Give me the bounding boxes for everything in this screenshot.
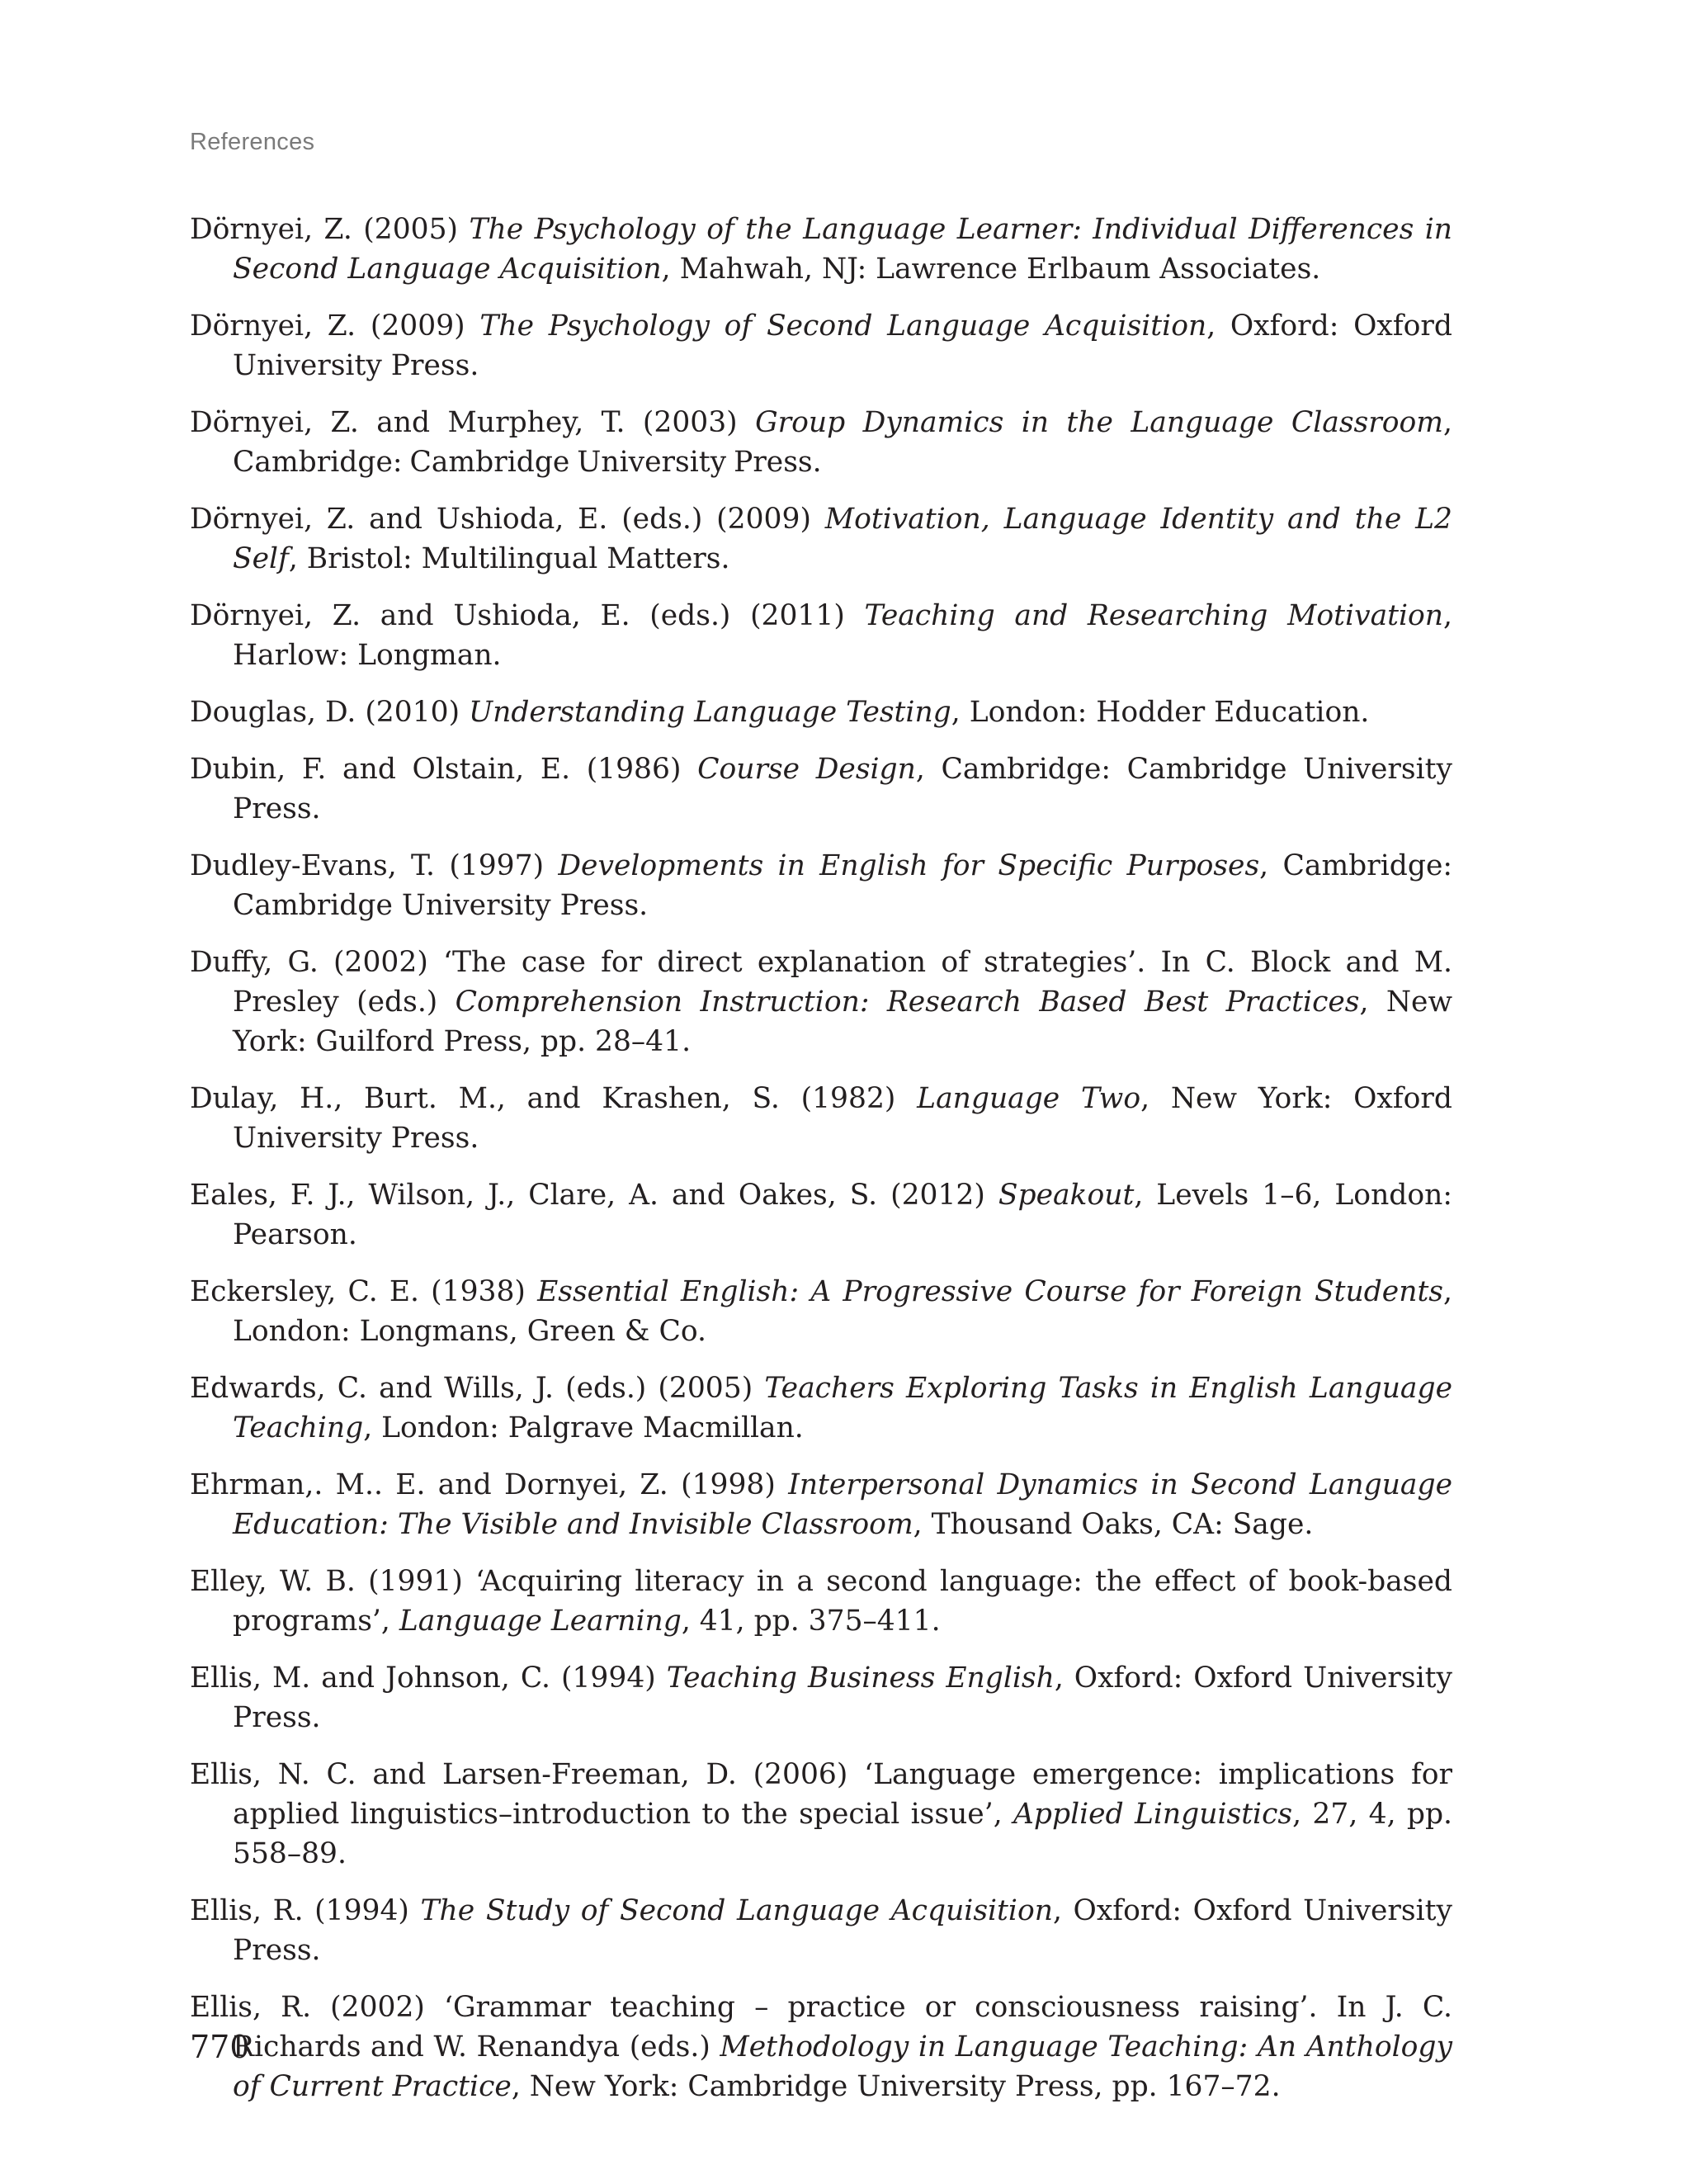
reference-authors-year: Ellis, N. C. and Larsen-Freeman, D. (2006) ‘Language emergence: implications for applied linguistics–introduction to the special issue’, xyxy=(190,1758,1452,1831)
reference-title: Language Learning xyxy=(399,1605,682,1638)
reference-authors-year: Dulay, H., Burt. M., and Krashen, S. (1982) xyxy=(190,1082,918,1115)
reference-publisher: , Cambridge: Cambridge University Press. xyxy=(233,406,1452,479)
reference-entry xyxy=(190,1988,1452,2106)
reference-entry xyxy=(190,1755,1452,1874)
reference-authors-year: Edwards, C. and Wills, J. (eds.) (2005) xyxy=(190,1372,765,1405)
reference-title: Language Two xyxy=(917,1082,1141,1115)
reference-title: Methodology in Language Teaching: An Anthology of Current Practice xyxy=(233,2030,1452,2103)
reference-authors-year: Dörnyei, Z. and Murphey, T. (2003) xyxy=(190,406,756,439)
reference-authors-year: Ellis, M. and Johnson, C. (1994) xyxy=(190,1662,667,1695)
reference-entry xyxy=(190,306,1452,385)
reference-publisher: , 41, pp. 375–411. xyxy=(681,1605,941,1638)
reference-title: Course Design xyxy=(697,753,916,786)
reference-entry xyxy=(190,943,1452,1061)
reference-publisher: , London: Longmans, Green & Co. xyxy=(233,1275,1452,1348)
reference-publisher: , Thousand Oaks, CA: Sage. xyxy=(913,1508,1314,1541)
reference-authors-year: Ellis, R. (1994) xyxy=(190,1894,421,1927)
reference-publisher: , Levels 1–6, London: Pearson. xyxy=(233,1179,1452,1251)
reference-publisher: , Mahwah, NJ: Lawrence Erlbaum Associates. xyxy=(661,253,1321,286)
reference-publisher: , Cambridge: Cambridge University Press. xyxy=(233,753,1452,825)
reference-entry xyxy=(190,1465,1452,1544)
reference-entry xyxy=(190,1891,1452,1970)
reference-publisher: , London: Hodder Education. xyxy=(951,696,1370,729)
reference-entry xyxy=(190,693,1452,732)
reference-title: Comprehension Instruction: Research Based Best Practices xyxy=(455,986,1360,1019)
reference-publisher: , Oxford: Oxford University Press. xyxy=(233,1662,1452,1734)
reference-authors-year: Dubin, F. and Olstain, E. (1986) xyxy=(190,753,698,786)
reference-title: Interpersonal Dynamics in Second Language Education: The Visible and Invisible Classroom xyxy=(233,1468,1452,1541)
reference-entry xyxy=(190,1658,1452,1737)
reference-title: Teaching Business English xyxy=(666,1662,1055,1695)
reference-entry xyxy=(190,499,1452,579)
reference-authors-year: Elley, W. B. (1991) ‘Acquiring literacy in a second language: the effect of book-based programs’, xyxy=(190,1565,1452,1638)
reference-entry xyxy=(190,1562,1452,1641)
reference-entry xyxy=(190,210,1452,289)
reference-title: Teachers Exploring Tasks in English Language Teaching xyxy=(233,1372,1452,1444)
reference-title: Essential English: A Progressive Course for Foreign Students xyxy=(537,1275,1444,1308)
reference-authors-year: Eales, F. J., Wilson, J., Clare, A. and Oakes, S. (2012) xyxy=(190,1179,998,1212)
reference-list xyxy=(190,210,1452,2124)
reference-title: Teaching and Researching Motivation xyxy=(864,599,1444,632)
reference-authors-year: Dörnyei, Z. and Ushioda, E. (eds.) (2011) xyxy=(190,599,865,632)
reference-publisher: , Oxford: Oxford University Press. xyxy=(233,310,1452,382)
reference-publisher: , London: Palgrave Macmillan. xyxy=(363,1411,804,1444)
reference-publisher: , New York: Guilford Press, pp. 28–41. xyxy=(233,986,1453,1058)
reference-publisher: , New York: Cambridge University Press, pp. 167–72. xyxy=(511,2070,1281,2103)
reference-entry xyxy=(190,1079,1452,1158)
reference-title: Applied Linguistics xyxy=(1013,1798,1293,1831)
reference-title: Speakout xyxy=(998,1179,1135,1212)
reference-entry xyxy=(190,846,1452,925)
reference-entry xyxy=(190,1175,1452,1255)
reference-title: Motivation, Language Identity and the L2 Self xyxy=(233,503,1452,575)
reference-entry xyxy=(190,1369,1452,1448)
reference-title: Group Dynamics in the Language Classroom xyxy=(755,406,1444,439)
reference-entry xyxy=(190,749,1452,829)
reference-authors-year: Dörnyei, Z. and Ushioda, E. (eds.) (2009) xyxy=(190,503,825,536)
reference-authors-year: Duffy, G. (2002) ‘The case for direct explanation of strategies’. In C. Block and M. Presley (eds.) xyxy=(190,946,1452,1019)
reference-title: The Psychology of the Language Learner: Individual Differences in Second Language Acquisition xyxy=(233,213,1452,286)
reference-authors-year: Ehrman,. M.. E. and Dornyei, Z. (1998) xyxy=(190,1468,789,1501)
reference-authors-year: Ellis, R. (2002) ‘Grammar teaching – practice or consciousness raising’. In J. C. Richards and W. Renandya (eds.) xyxy=(190,1991,1452,2063)
reference-authors-year: Douglas, D. (2010) xyxy=(190,696,470,729)
running-head: References xyxy=(190,129,315,155)
reference-publisher: , Harlow: Longman. xyxy=(233,599,1452,672)
reference-publisher: , Oxford: Oxford University Press. xyxy=(233,1894,1452,1967)
reference-entry xyxy=(190,1272,1452,1351)
reference-authors-year: Dörnyei, Z. (2005) xyxy=(190,213,470,246)
reference-entry xyxy=(190,403,1452,482)
reference-authors-year: Eckersley, C. E. (1938) xyxy=(190,1275,538,1308)
reference-publisher: , 27, 4, pp. 558–89. xyxy=(233,1798,1452,1870)
reference-title: The Psychology of Second Language Acquisition xyxy=(479,310,1207,343)
reference-title: Developments in English for Specific Purposes xyxy=(558,849,1260,882)
page-number: 770 xyxy=(190,2029,250,2065)
reference-publisher: , Cambridge: Cambridge University Press. xyxy=(233,849,1452,922)
reference-title: The Study of Second Language Acquisition xyxy=(420,1894,1053,1927)
reference-title: Understanding Language Testing xyxy=(469,696,951,729)
reference-publisher: , New York: Oxford University Press. xyxy=(233,1082,1452,1155)
reference-entry xyxy=(190,596,1452,675)
reference-publisher: , Bristol: Multilingual Matters. xyxy=(288,542,730,575)
reference-authors-year: Dudley-Evans, T. (1997) xyxy=(190,849,559,882)
reference-authors-year: Dörnyei, Z. (2009) xyxy=(190,310,480,343)
